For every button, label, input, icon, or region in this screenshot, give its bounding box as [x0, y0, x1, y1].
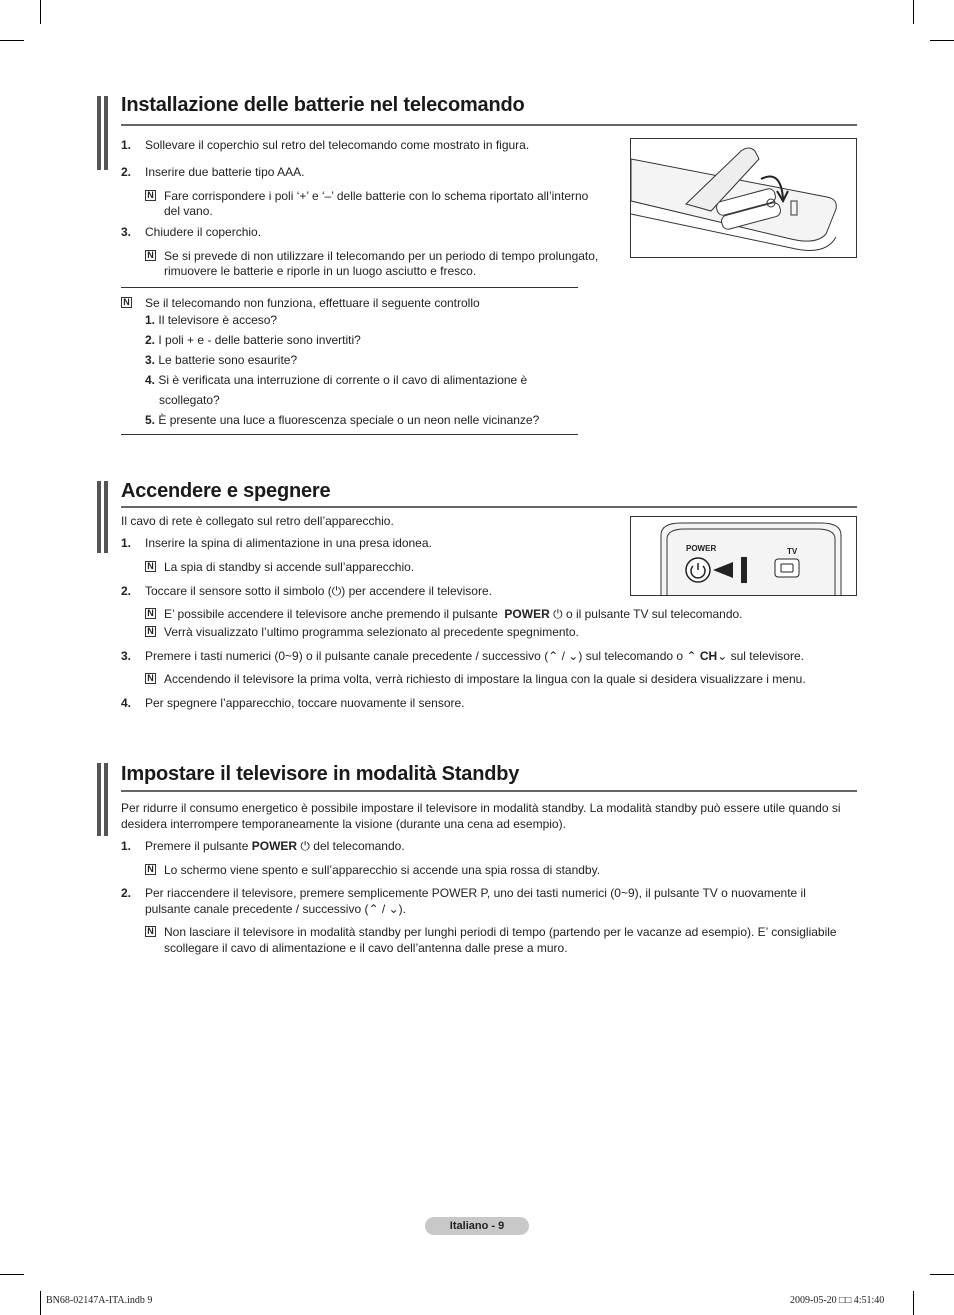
note-icon: N — [145, 926, 156, 937]
check-number: 4. — [145, 373, 156, 387]
step-number: 1. — [121, 839, 132, 853]
step-text: Premere il pulsante POWER ⏻ del telecomando. — [145, 839, 405, 853]
remote-top-illustration — [631, 517, 857, 596]
crop-mark — [0, 1274, 24, 1275]
crop-mark — [930, 40, 954, 41]
section-title-standby: Impostare il televisore in modalità Standby — [121, 763, 520, 785]
section-marker — [104, 763, 108, 836]
power-symbol-icon: ⏻ — [331, 584, 342, 598]
section-marker — [97, 763, 101, 836]
section-marker — [104, 481, 108, 553]
battery-remote-figure — [630, 138, 857, 258]
check-number: 5. — [145, 413, 156, 427]
step-text: Inserire la spina di alimentazione in una presa idonea. — [145, 536, 432, 550]
note-text: del vano. — [164, 204, 213, 218]
crop-mark — [40, 0, 41, 24]
check-item: Le batterie sono esaurite? — [158, 353, 298, 367]
chevron-up-icon: ⌃ — [686, 649, 697, 663]
step-text: pulsante canale precedente / successivo (⌃ / ⌄). — [145, 902, 406, 916]
note-icon: N — [145, 673, 156, 684]
note-text: E’ possibile accendere il televisore anche premendo il pulsante POWER ⏻ o il pulsante TV sul telecomando. — [164, 607, 743, 621]
page-number-label: Italiano - 9 — [425, 1217, 529, 1235]
note-text: scollegare il cavo di alimentazione e il cavo dell’antenna dalle prese a muro. — [164, 941, 568, 955]
box-rule — [121, 434, 578, 435]
section-title-batteries: Installazione delle batterie nel telecomando — [121, 94, 525, 116]
check-number: 3. — [145, 353, 156, 367]
box-rule — [121, 287, 578, 288]
step-number: 1. — [121, 536, 132, 550]
footer-timestamp: 2009-05-20 □□ 4:51:40 — [790, 1295, 885, 1306]
section-marker — [97, 481, 101, 553]
remote-battery-illustration — [631, 139, 857, 258]
note-text: Lo schermo viene spento e sull’apparecchio si accende una spia rossa di standby. — [164, 863, 601, 877]
step-text: Per spegnere l’apparecchio, toccare nuovamente il sensore. — [145, 696, 465, 710]
step-text: Toccare il sensore sotto il simbolo (⏻) per accendere il televisore. — [145, 584, 492, 598]
step-number: 2. — [121, 165, 132, 179]
figure-tv-label: TV — [787, 547, 798, 556]
power-symbol-icon: ⏻ — [553, 607, 563, 621]
note-text: La spia di standby si accende sull’apparecchio. — [164, 560, 415, 574]
chevron-down-icon: ⌄ — [388, 902, 399, 916]
crop-mark — [0, 40, 24, 41]
step-text: Inserire due batterie tipo AAA. — [145, 165, 305, 179]
section-marker — [104, 96, 108, 170]
step-text: Per riaccendere il televisore, premere semplicemente POWER P, uno dei tasti numerici (0~9), il pulsante TV o nuovamente il — [145, 886, 806, 900]
step-number: 2. — [121, 886, 132, 900]
check-number: 1. — [145, 313, 156, 327]
title-rule — [121, 124, 857, 126]
chevron-up-icon: ⌃ — [548, 649, 559, 663]
footer-file: BN68-02147A-ITA.indb 9 — [46, 1295, 153, 1306]
power-symbol-icon: ⏻ — [300, 839, 310, 853]
check-item: È presente una luce a fluorescenza speciale o un neon nelle vicinanze? — [158, 413, 540, 427]
step-text: Sollevare il coperchio sul retro del telecomando come mostrato in figura. — [145, 138, 530, 152]
chevron-down-icon: ⌄ — [568, 649, 579, 663]
step-text: Chiudere il coperchio. — [145, 225, 262, 239]
intro-text: Per ridurre il consumo energetico è possibile impostare il televisore in modalità standby. La modalità standby può essere utile quando si — [121, 801, 841, 815]
crop-mark — [40, 1291, 41, 1315]
step-text: Premere i tasti numerici (0~9) o il pulsante canale precedente / successivo (⌃ / ⌄) sul telecomando o ⌃ CH⌄ sul televisore. — [145, 649, 804, 663]
step-number: 2. — [121, 584, 132, 598]
check-item: Si è verificata una interruzione di corrente o il cavo di alimentazione è — [158, 373, 528, 387]
note-text: Se si prevede di non utilizzare il telecomando per un periodo di tempo prolungato, — [164, 249, 599, 263]
section-title-power: Accendere e spegnere — [121, 480, 331, 502]
check-item: Il televisore è acceso? — [158, 313, 278, 327]
check-number: 2. — [145, 333, 156, 347]
step-number: 3. — [121, 649, 132, 663]
figure-power-label: POWER — [686, 544, 717, 553]
note-icon: N — [145, 864, 156, 875]
step-number: 3. — [121, 225, 132, 239]
check-item: I poli + e - delle batterie sono invertiti? — [158, 333, 361, 347]
chevron-down-icon: ⌄ — [717, 649, 728, 663]
step-number: 1. — [121, 138, 132, 152]
note-icon: N — [145, 190, 156, 201]
crop-mark — [913, 0, 914, 24]
note-icon: N — [145, 608, 156, 619]
note-text: Accendendo il televisore la prima volta, verrà richiesto di impostare la lingua con la quale si desidera visualizzare i menu. — [164, 672, 806, 686]
note-text: Non lasciare il televisore in modalità standby per lunghi periodi di tempo (partendo per le vacanze ad esempio). E’ consigliabile — [164, 925, 837, 939]
crop-mark — [930, 1274, 954, 1275]
note-text: rimuovere le batterie e riporle in un luogo asciutto e fresco. — [164, 264, 477, 278]
note-icon: N — [145, 561, 156, 572]
intro-text: desidera interrompere temporaneamente la visione (durante una cena ad esempio). — [121, 817, 566, 831]
power-remote-figure — [630, 516, 857, 596]
check-item: scollegato? — [159, 393, 220, 407]
intro-text: Il cavo di rete è collegato sul retro dell’apparecchio. — [121, 514, 394, 528]
step-number: 4. — [121, 696, 132, 710]
note-icon: N — [145, 250, 156, 261]
section-marker — [97, 96, 101, 170]
note-text: Fare corrispondere i poli ‘+’ e ‘–’ delle batterie con lo schema riportato all’interno — [164, 189, 589, 203]
note-icon: N — [121, 297, 132, 308]
title-rule — [121, 790, 857, 792]
check-intro: Se il telecomando non funziona, effettuare il seguente controllo — [145, 296, 480, 310]
crop-mark — [913, 1291, 914, 1315]
chevron-up-icon: ⌃ — [368, 902, 379, 916]
title-rule — [121, 506, 857, 508]
note-text: Verrà visualizzato l’ultimo programma selezionato al precedente spegnimento. — [164, 625, 579, 639]
note-icon: N — [145, 626, 156, 637]
